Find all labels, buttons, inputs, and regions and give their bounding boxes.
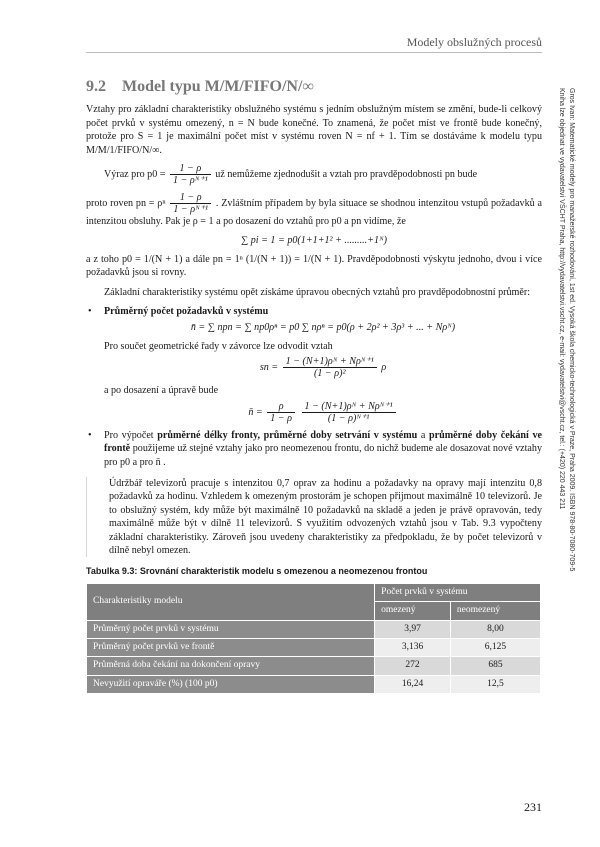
- sn-rho: ρ: [381, 362, 387, 374]
- cell-unlimited: 6,125: [450, 638, 540, 656]
- cell-unlimited: 12,5: [450, 675, 540, 693]
- cell-limited: 272: [375, 657, 451, 675]
- pn-fraction-top: 1 − ρ: [170, 192, 211, 204]
- bullet1-text-2: a po dosazení a úpravě bude: [104, 385, 219, 397]
- sum-equation: ∑ pi = 1 = p0(1+1+1² + .........+1ᴺ): [241, 235, 387, 247]
- nbar-sum-equation: n̄ = ∑ npn = ∑ np0ρⁿ = p0 ∑ nρⁿ = p0(ρ + 2ρ² + 3ρ³ + ... + Nρᴺ): [190, 322, 456, 334]
- table-row: [87, 638, 541, 656]
- header-rule: [86, 52, 542, 53]
- page-content: [86, 80, 542, 694]
- bullet2-bold-2: průměrné doby čekání ve frontě: [104, 429, 542, 455]
- nbar-fraction-b-top: 1 − (N+1)ρᴺ + Nρᴺ⁺¹: [302, 401, 396, 413]
- sn-fraction-top: 1 − (N+1)ρᴺ + Nρᴺ⁺¹: [283, 356, 377, 368]
- nbar-fraction-a: [267, 401, 295, 424]
- header-limited: omezený: [375, 602, 451, 620]
- section-heading: [86, 80, 542, 93]
- pn-fraction: [170, 192, 211, 215]
- p0-text-b: už nemůžeme zjednodušit a vztah pro pravděpodobnosti pn bude: [215, 168, 478, 180]
- bullet2-text-c: použijeme už stejné vztahy jako pro neomezenou frontu, do nichž budeme ale dosazovat nové vztahy pro p0 a pro n̄ .: [104, 443, 542, 468]
- pn-fraction-bottom: 1 − ρᴺ⁺¹: [173, 204, 209, 216]
- table-row: [87, 675, 541, 693]
- section-number: 9.2: [86, 78, 106, 95]
- header-group: Počet prvků v systému: [375, 583, 541, 601]
- pn-text-b: . Zvláštním případem by byla situace se shodnou intenzitou vstupů požadavků a intenzitou obsluhy. Pak je ρ = 1 a po dosazení do vztahů pro p0 a pn vidíme, že: [86, 197, 542, 228]
- bullet-icon: •: [88, 429, 92, 441]
- comparison-table: [86, 583, 541, 694]
- table-title: Tabulka 9.3: Srovnání charakteristik modelu s omezenou a neomezenou frontou: [86, 566, 428, 577]
- p0-text-a: Výraz pro p0 =: [104, 168, 166, 180]
- p0-fraction-top: 1 − ρ: [170, 163, 211, 175]
- bullet1-text-1: Pro součet geometrické řady v závorce lze odvodit vztah: [104, 340, 333, 352]
- sn-fraction: [283, 356, 377, 379]
- nbar-fraction-b-bottom: (1 − ρ)ᴺ⁺¹: [327, 412, 370, 424]
- running-head: Modely obslužných procesů: [406, 35, 542, 49]
- cell-limited: 3,97: [375, 620, 451, 638]
- side-note: [557, 88, 576, 708]
- example-block: [86, 477, 542, 557]
- p0-fraction-bottom: 1 − ρᴺ⁺¹: [173, 175, 208, 187]
- list-item: [86, 305, 542, 424]
- sn-lhs: sn =: [259, 362, 279, 374]
- cell-limited: 3,136: [375, 638, 451, 656]
- cell-unlimited: 8,00: [450, 620, 540, 638]
- bullet1-heading: Průměrný počet požadavků v systému: [104, 306, 269, 318]
- side-note-line-2: Kniha lze objednat ve vydavatelství VŠCHT Praha, http://vydavatelstvi.vscht.cz, e-mail: vydavatelstvi@vscht.cz, tel.: (+420) 220 443 211: [558, 88, 566, 510]
- table-row: [87, 620, 541, 638]
- example-text: Údržbář televizorů pracuje s intenzitou 0,7 oprav za hodinu a požadavky na opravy mají intenzitu 0,8 požadavků za hodinu. Vzhledem k omezeným prostorám je schopen přijmout maximálně 10 televizorů. Je to obslužný systém, kdy může být maximálně 10 požadavků na skladě a jeden je právě opravován, tedy maximálně může být v dílně 11 televizorů. S využitím odvozených vztahů jsou v Tab. 9.3 vypočteny základní charakteristiky. Zároveň jsou uvedeny charakteristiky za předpokladu, že by počet televizorů v dílně nebyl omezen.: [109, 477, 542, 556]
- paragraph-equal-probabilities: a z toho p0 = 1/(N + 1) a dále pn = 1ⁿ (1/(N + 1)) = 1/(N + 1). Pravděpodobnosti výskytu jednoho, dvou i více požadavků jsou si rovny.: [86, 253, 542, 279]
- cell-limited: 16,24: [375, 675, 451, 693]
- table-row: [87, 657, 541, 675]
- paragraph-p0: [86, 163, 542, 186]
- nbar-fraction-a-bottom: 1 − ρ: [270, 412, 292, 424]
- nbar-equation: [104, 401, 542, 424]
- paragraph-characteristics: Základní charakteristiky systému opět získáme úpravou obecných vztahů pro pravděpodobnostní průměr:: [104, 286, 531, 298]
- row-label: Průměrná doba čekání na dokončení opravy: [87, 657, 375, 675]
- row-label: Nevyužití opraváře (%) (100 p0): [87, 675, 375, 693]
- nbar-fraction-b: [302, 401, 396, 424]
- paragraph-intro: Vztahy pro základní charakteristiky obslužného systému s jedním obslužným místem se změní, bude-li celkový počet prvků v systému omezený, n = N bude konečné. To znamená, že počet míst ve frontě bude konečný, protože pro S = 1 je maximální počet míst v systému roven N = nf + 1. Tím se dostáváme k modelu typu M/M/1/FIFO/N/∞.: [86, 104, 542, 156]
- nbar-fraction-a-top: ρ: [267, 401, 295, 413]
- header-characteristics: Charakteristiky modelu: [87, 583, 375, 620]
- bullet2-text-b: a: [420, 429, 426, 441]
- row-label: Průměrný počet prvků v systému: [87, 620, 375, 638]
- bullet-icon: •: [88, 306, 92, 318]
- p0-fraction: [170, 163, 211, 186]
- bullet2-text-a: Pro výpočet: [104, 429, 154, 441]
- section-title: Model typu M/M/FIFO/N/∞: [122, 78, 314, 95]
- side-note-line-1: Gros Ivan: Matematické modely pro manažerské rozhodování, 1st ed. Vysoká škola chemicko-technologická v Praze, Praha 2009. ISBN 978-80-7080-709-5: [568, 88, 575, 572]
- sn-equation: [104, 356, 542, 379]
- characteristics-list: [86, 305, 542, 469]
- bullet2-bold-1: průměrné délky fronty, průměrné doby setrvání v systému: [157, 429, 418, 441]
- row-label: Průměrný počet prvků ve frontě: [87, 638, 375, 656]
- list-item: [86, 429, 542, 469]
- nbar-lhs: n̄ =: [248, 406, 263, 418]
- paragraph-pn: [86, 192, 542, 228]
- header-unlimited: neomezený: [450, 602, 540, 620]
- pn-text-a: proto roven pn = ρⁿ: [86, 197, 166, 209]
- page-number: 231: [524, 800, 542, 814]
- cell-unlimited: 685: [450, 657, 540, 675]
- sn-fraction-bottom: (1 − ρ)²: [313, 368, 346, 380]
